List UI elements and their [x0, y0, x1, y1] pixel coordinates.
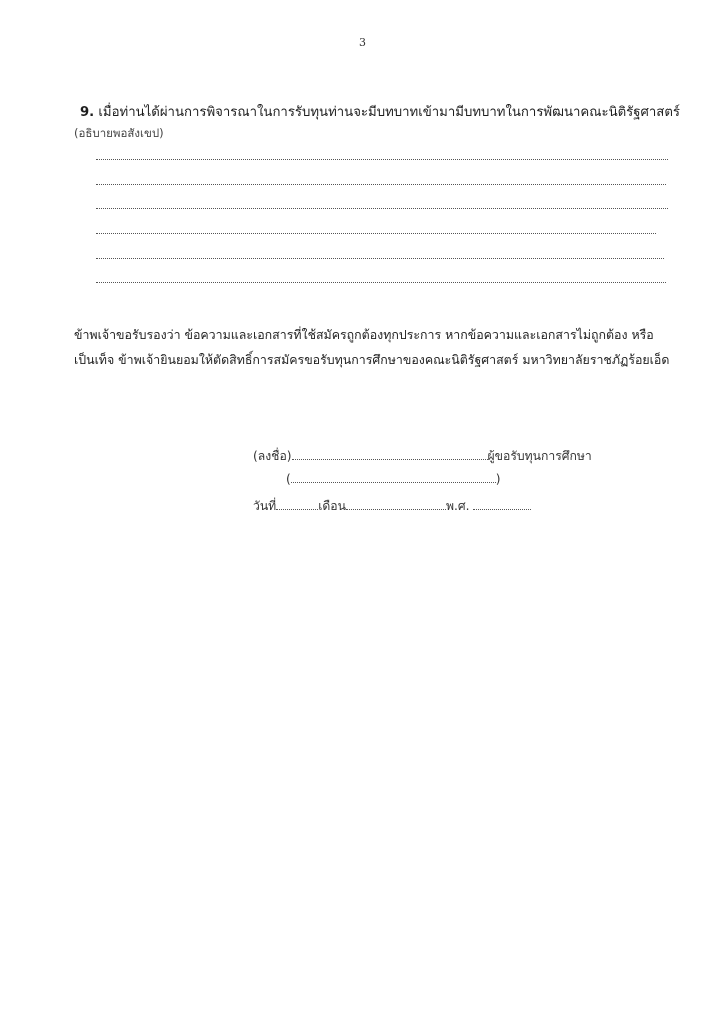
question-number: 9.	[80, 105, 95, 120]
month-label: เดือน	[318, 499, 346, 513]
answer-line-6[interactable]	[96, 272, 666, 283]
signature-field[interactable]	[292, 449, 488, 460]
printed-name-line	[286, 472, 501, 486]
question-hint: (อธิบายพอสังเขป)	[74, 126, 164, 140]
signature-line	[253, 447, 592, 466]
question-9	[80, 101, 680, 122]
answer-line-4[interactable]	[96, 223, 656, 234]
day-label: วันที่	[253, 499, 277, 513]
question-text: เมื่อท่านได้ผ่านการพิจารณาในการรับทุนท่านจะมีบทบาทเข้ามามีบทบาทในการพัฒนาคณะนิติรัฐศาสตร์	[98, 105, 680, 120]
year-field[interactable]	[473, 499, 531, 510]
certification-line-1: ข้าพเจ้าขอรับรองว่า ข้อความและเอกสารที่ใช้สมัครถูกต้องทุกประการ หากข้อความและเอกสารไม่ถูกต้อง หรือ	[74, 327, 654, 342]
year-label: พ.ศ.	[445, 499, 470, 513]
certification-line-2: เป็นเท็จ ข้าพเจ้ายินยอมให้ตัดสิทธิ์การสมัครขอรับทุนการศึกษาของคณะนิติรัฐศาสตร์ มหาวิทยาลัยราชภัฏร้อยเอ็ด	[74, 352, 670, 367]
sign-label: (ลงชื่อ)	[253, 449, 292, 463]
answer-line-3[interactable]	[96, 198, 668, 209]
applicant-role-label: ผู้ขอรับทุนการศึกษา	[487, 449, 592, 463]
paren-open: (	[286, 472, 291, 486]
printed-name-field[interactable]	[291, 472, 496, 483]
certification-statement	[74, 322, 670, 372]
page-number: 3	[359, 36, 366, 49]
answer-line-1[interactable]	[96, 149, 668, 160]
answer-line-5[interactable]	[96, 248, 664, 259]
month-field[interactable]	[346, 499, 446, 510]
answer-line-2[interactable]	[96, 174, 666, 185]
day-field[interactable]	[276, 499, 318, 510]
date-line	[253, 497, 531, 516]
paren-close: )	[495, 472, 501, 486]
